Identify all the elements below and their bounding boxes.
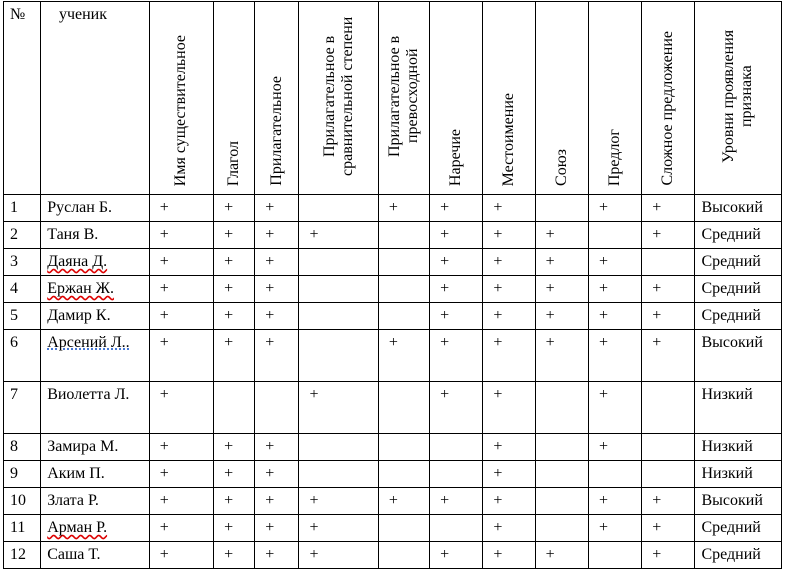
level-cell: Высокий <box>695 488 782 515</box>
mark-cell: + <box>483 276 535 303</box>
mark-cell <box>535 461 588 488</box>
student-features-table <box>3 1 782 569</box>
mark-cell: + <box>149 515 213 542</box>
mark-cell: + <box>535 222 588 249</box>
mark-cell: + <box>430 303 483 330</box>
student-name <box>41 434 150 461</box>
student-name <box>41 249 150 276</box>
mark-cell: + <box>299 488 378 515</box>
mark-cell: + <box>483 461 535 488</box>
mark-cell: + <box>483 488 535 515</box>
mark-cell: + <box>214 222 255 249</box>
mark-cell: + <box>642 222 695 249</box>
mark-cell <box>378 249 429 276</box>
student-name <box>41 461 150 488</box>
mark-cell: + <box>642 542 695 569</box>
mark-cell: + <box>535 542 588 569</box>
table-row <box>4 461 782 488</box>
student-name <box>41 515 150 542</box>
header-adjective-comparative: Прилагательное в сравнительной степени <box>299 2 378 195</box>
mark-cell <box>642 434 695 461</box>
mark-cell: + <box>149 434 213 461</box>
mark-cell: + <box>535 303 588 330</box>
mark-cell: + <box>255 303 299 330</box>
student-name-text: Злата Р. <box>47 492 99 509</box>
mark-cell: + <box>149 195 213 222</box>
header-adjective-superlative: Прилагательное в превосходной <box>378 2 429 195</box>
mark-cell: + <box>588 382 641 434</box>
level-cell: Низкий <box>695 434 782 461</box>
mark-cell <box>299 303 378 330</box>
student-name-text: Саша Т. <box>47 546 101 563</box>
mark-cell <box>378 434 429 461</box>
mark-cell: + <box>535 330 588 382</box>
student-name-text: Замира М. <box>47 438 119 455</box>
student-name <box>41 488 150 515</box>
table-row <box>4 195 782 222</box>
header-verb: Глагол <box>214 2 255 195</box>
row-num: 3 <box>4 249 41 276</box>
row-num: 2 <box>4 222 41 249</box>
header-student <box>41 2 150 195</box>
mark-cell: + <box>483 330 535 382</box>
header-adverb: Наречие <box>430 2 483 195</box>
student-name <box>41 222 150 249</box>
mark-cell: + <box>255 330 299 382</box>
mark-cell <box>299 276 378 303</box>
level-cell: Низкий <box>695 461 782 488</box>
mark-cell: + <box>378 195 429 222</box>
mark-cell: + <box>430 330 483 382</box>
mark-cell: + <box>588 488 641 515</box>
mark-cell: + <box>214 330 255 382</box>
student-name-text: Арман Р. <box>47 519 108 536</box>
row-num: 11 <box>4 515 41 542</box>
mark-cell <box>299 330 378 382</box>
mark-cell: + <box>214 303 255 330</box>
header-adjective: Прилагательное <box>255 2 299 195</box>
mark-cell: + <box>588 330 641 382</box>
mark-cell <box>378 542 429 569</box>
row-num: 8 <box>4 434 41 461</box>
header-row <box>4 2 782 195</box>
mark-cell: + <box>255 195 299 222</box>
mark-cell: + <box>149 276 213 303</box>
mark-cell <box>430 434 483 461</box>
table-row <box>4 382 782 434</box>
mark-cell: + <box>430 276 483 303</box>
mark-cell <box>299 434 378 461</box>
mark-cell: + <box>378 330 429 382</box>
table-row <box>4 249 782 276</box>
level-cell: Высокий <box>695 330 782 382</box>
mark-cell: + <box>299 542 378 569</box>
mark-cell: + <box>255 434 299 461</box>
mark-cell: + <box>149 222 213 249</box>
mark-cell <box>535 515 588 542</box>
student-name-text: Дамир К. <box>47 307 111 324</box>
mark-cell <box>299 461 378 488</box>
mark-cell: + <box>430 382 483 434</box>
mark-cell <box>588 222 641 249</box>
mark-cell <box>430 515 483 542</box>
mark-cell <box>535 434 588 461</box>
mark-cell: + <box>255 222 299 249</box>
table-row <box>4 303 782 330</box>
mark-cell: + <box>430 195 483 222</box>
mark-cell: + <box>588 303 641 330</box>
mark-cell: + <box>214 249 255 276</box>
mark-cell: + <box>588 195 641 222</box>
mark-cell: + <box>430 542 483 569</box>
student-name <box>41 276 150 303</box>
header-complex-sentence: Сложное предложение <box>642 2 695 195</box>
student-name-text: Арсений Л.. <box>47 334 130 351</box>
mark-cell: + <box>430 249 483 276</box>
table-row <box>4 515 782 542</box>
level-cell: Высокий <box>695 195 782 222</box>
mark-cell <box>588 542 641 569</box>
mark-cell: + <box>299 382 378 434</box>
mark-cell <box>642 249 695 276</box>
mark-cell: + <box>430 222 483 249</box>
mark-cell <box>378 303 429 330</box>
header-student-label: ученик <box>58 6 107 23</box>
student-name-text: Таня В. <box>47 226 99 243</box>
mark-cell: + <box>535 276 588 303</box>
mark-cell <box>255 382 299 434</box>
table-row <box>4 330 782 382</box>
student-name-text: Даяна Д. <box>47 253 108 270</box>
mark-cell: + <box>255 542 299 569</box>
level-cell: Низкий <box>695 382 782 434</box>
level-cell: Средний <box>695 276 782 303</box>
mark-cell: + <box>483 303 535 330</box>
mark-cell <box>535 382 588 434</box>
header-num: № <box>4 2 41 195</box>
student-name <box>41 303 150 330</box>
header-noun: Имя существительное <box>149 2 213 195</box>
mark-cell: + <box>214 434 255 461</box>
mark-cell: + <box>588 276 641 303</box>
mark-cell: + <box>214 461 255 488</box>
level-cell: Средний <box>695 222 782 249</box>
mark-cell: + <box>588 434 641 461</box>
mark-cell <box>642 382 695 434</box>
mark-cell: + <box>149 330 213 382</box>
mark-cell: + <box>149 488 213 515</box>
mark-cell: + <box>214 542 255 569</box>
student-name <box>41 542 150 569</box>
row-num: 4 <box>4 276 41 303</box>
mark-cell: + <box>588 515 641 542</box>
mark-cell <box>535 195 588 222</box>
mark-cell: + <box>255 515 299 542</box>
mark-cell <box>378 276 429 303</box>
mark-cell: + <box>588 249 641 276</box>
mark-cell: + <box>430 488 483 515</box>
mark-cell: + <box>255 461 299 488</box>
student-name-text: Руслан Б. <box>47 199 113 216</box>
mark-cell: + <box>642 488 695 515</box>
table-row <box>4 434 782 461</box>
student-name-text: Аким П. <box>47 465 105 482</box>
row-num: 10 <box>4 488 41 515</box>
mark-cell: + <box>483 382 535 434</box>
student-name <box>41 382 150 434</box>
level-cell: Средний <box>695 249 782 276</box>
mark-cell <box>378 515 429 542</box>
mark-cell: + <box>149 461 213 488</box>
mark-cell <box>378 382 429 434</box>
student-name-text: Виолетта Л. <box>47 386 130 403</box>
mark-cell: + <box>149 542 213 569</box>
mark-cell <box>430 461 483 488</box>
row-num: 5 <box>4 303 41 330</box>
student-name <box>41 330 150 382</box>
table-body <box>4 195 782 569</box>
mark-cell: + <box>255 276 299 303</box>
table-row <box>4 222 782 249</box>
mark-cell: + <box>214 276 255 303</box>
student-name <box>41 195 150 222</box>
mark-cell: + <box>642 276 695 303</box>
mark-cell: + <box>214 515 255 542</box>
mark-cell: + <box>214 488 255 515</box>
mark-cell: + <box>483 222 535 249</box>
mark-cell: + <box>483 515 535 542</box>
row-num: 12 <box>4 542 41 569</box>
mark-cell <box>299 195 378 222</box>
mark-cell: + <box>299 515 378 542</box>
mark-cell <box>214 382 255 434</box>
level-cell: Средний <box>695 542 782 569</box>
mark-cell: + <box>214 195 255 222</box>
row-num: 9 <box>4 461 41 488</box>
table-row <box>4 276 782 303</box>
level-cell: Средний <box>695 515 782 542</box>
header-pronoun: Местоимение <box>483 2 535 195</box>
table-row <box>4 542 782 569</box>
mark-cell: + <box>642 195 695 222</box>
mark-cell: + <box>483 434 535 461</box>
row-num: 7 <box>4 382 41 434</box>
mark-cell: + <box>255 249 299 276</box>
header-levels: Уровни проявления признака <box>695 2 782 195</box>
mark-cell: + <box>149 303 213 330</box>
mark-cell <box>642 461 695 488</box>
mark-cell: + <box>378 488 429 515</box>
mark-cell: + <box>149 382 213 434</box>
header-conjunction: Союз <box>535 2 588 195</box>
header-preposition: Предлог <box>588 2 641 195</box>
mark-cell <box>378 461 429 488</box>
row-num: 1 <box>4 195 41 222</box>
table-row <box>4 488 782 515</box>
mark-cell: + <box>483 195 535 222</box>
level-cell: Средний <box>695 303 782 330</box>
mark-cell: + <box>299 222 378 249</box>
mark-cell: + <box>483 249 535 276</box>
mark-cell: + <box>149 249 213 276</box>
mark-cell: + <box>255 488 299 515</box>
mark-cell <box>378 222 429 249</box>
mark-cell <box>588 461 641 488</box>
mark-cell <box>299 249 378 276</box>
mark-cell: + <box>483 542 535 569</box>
mark-cell: + <box>535 249 588 276</box>
mark-cell <box>535 488 588 515</box>
row-num: 6 <box>4 330 41 382</box>
mark-cell: + <box>642 330 695 382</box>
student-name-text: Ержан Ж. <box>47 280 115 297</box>
mark-cell: + <box>642 303 695 330</box>
mark-cell: + <box>642 515 695 542</box>
